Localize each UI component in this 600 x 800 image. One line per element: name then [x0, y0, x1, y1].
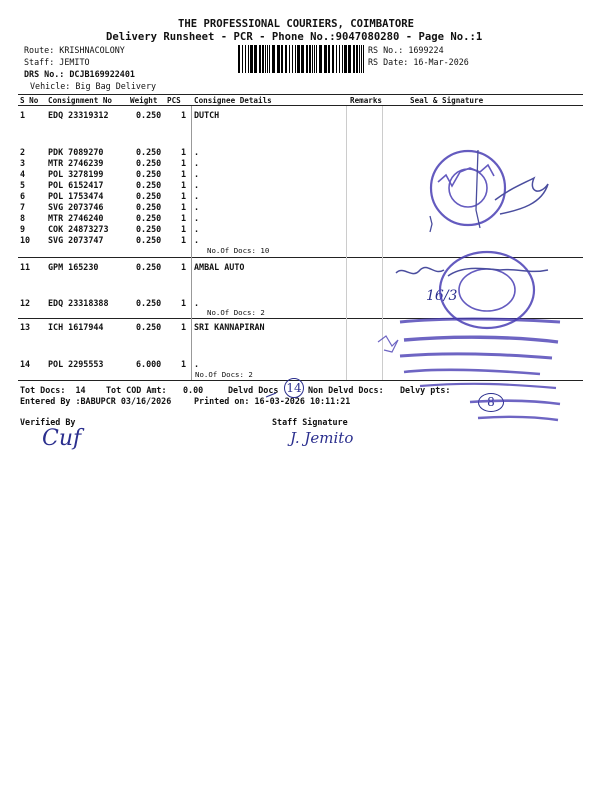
col-consignment: Consignment No [48, 96, 113, 105]
row-consignment: POL 6152417 [48, 180, 104, 190]
row-sno: 12 [20, 298, 31, 308]
row-pcs: 1 [181, 298, 187, 308]
row-consignment: POL 2295553 [48, 359, 104, 369]
row-pcs: 1 [181, 262, 187, 272]
row-sno: 7 [20, 202, 26, 212]
row-consignee: . [194, 359, 200, 369]
row-weight: 0.250 [136, 202, 162, 212]
ambal-auto-stamp [396, 252, 548, 328]
row-sno: 2 [20, 147, 26, 157]
row-sno: 8 [20, 213, 26, 223]
drs-number: DRS No.: DCJB169922401 [24, 69, 135, 79]
row-consignment: POL 3278199 [48, 169, 104, 179]
row-pcs: 1 [181, 169, 187, 179]
rs-date: RS Date: 16-Mar-2026 [368, 57, 469, 67]
row-sno: 1 [20, 110, 26, 120]
col-remarks: Remarks [350, 96, 383, 105]
tot-docs: Tot Docs: 14 [20, 385, 86, 395]
row-weight: 0.250 [136, 110, 162, 120]
row-consignment: SVG 2073747 [48, 235, 104, 245]
row-pcs: 1 [181, 147, 187, 157]
row-sno: 10 [20, 235, 31, 245]
row-pcs: 1 [181, 235, 187, 245]
row-weight: 6.000 [136, 359, 162, 369]
col-weight: Weight [130, 96, 158, 105]
col-seal: Seal & Signature [410, 96, 484, 105]
row-consignee: . [194, 191, 200, 201]
row-weight: 0.250 [136, 213, 162, 223]
group-docs-2: No.Of Docs: 2 [207, 308, 265, 317]
row-consignment: EDQ 23318388 [48, 298, 109, 308]
staff-signature-label: Staff Signature [272, 417, 348, 427]
row-pcs: 1 [181, 213, 187, 223]
row-sno: 11 [20, 262, 31, 272]
row-weight: 0.250 [136, 298, 162, 308]
row-consignment: SVG 2073746 [48, 202, 104, 212]
row-consignee: DUTCH [194, 110, 220, 120]
row-pcs: 1 [181, 180, 187, 190]
row-consignee: . [194, 202, 200, 212]
row-sno: 9 [20, 224, 26, 234]
row-consignee: . [194, 224, 200, 234]
row-weight: 0.250 [136, 262, 162, 272]
delvd-count-circle: 14 [284, 378, 304, 398]
company-name: THE PROFESSIONAL COURIERS, COIMBATORE [178, 18, 414, 30]
vehicle: Vehicle: Big Bag Delivery [30, 81, 157, 91]
row-consignment: MTR 2746240 [48, 213, 104, 223]
row-consignment: MTR 2746239 [48, 158, 104, 168]
delvy-pts-label: Delvy pts: [400, 385, 451, 395]
row-sno: 6 [20, 191, 26, 201]
row-consignee: . [194, 235, 200, 245]
row-weight: 0.250 [136, 235, 162, 245]
row-consignment: ICH 1617944 [48, 322, 104, 332]
col-pcs: PCS [167, 96, 181, 105]
row-consignee: . [194, 213, 200, 223]
row-weight: 0.250 [136, 180, 162, 190]
row-pcs: 1 [181, 158, 187, 168]
rs-number: RS No.: 1699224 [368, 45, 444, 55]
staff: Staff: JEMITO [24, 57, 90, 67]
verifier-signature: Cuf [42, 426, 82, 451]
row-sno: 5 [20, 180, 26, 190]
entered-by: Entered By :BABUPCR 03/16/2026 [20, 396, 172, 406]
row-pcs: 1 [181, 110, 187, 120]
row-consignee: SRI KANNAPIRAN [194, 322, 265, 332]
row-pcs: 1 [181, 322, 187, 332]
row-sno: 14 [20, 359, 31, 369]
row-sno: 3 [20, 158, 26, 168]
row-consignment: COK 24873273 [48, 224, 109, 234]
row-consignment: PDK 7089270 [48, 147, 104, 157]
row-weight: 0.250 [136, 322, 162, 332]
col-sno: S No [20, 96, 39, 105]
group-docs-1: No.Of Docs: 10 [207, 246, 270, 255]
group-docs-3: No.Of Docs: 2 [195, 370, 253, 379]
row-weight: 0.250 [136, 147, 162, 157]
row-consignment: GPM 165230 [48, 262, 99, 272]
row-weight: 0.250 [136, 169, 162, 179]
row-consignment: POL 1753474 [48, 191, 104, 201]
sri-kannapiran-stamp [378, 319, 560, 420]
tot-cod-label: Tot COD Amt: [106, 385, 167, 395]
row-consignee: . [194, 180, 200, 190]
dutch-plantin-stamp [430, 150, 548, 232]
row-consignee: . [194, 169, 200, 179]
row11-handwritten-date: 16/3 [426, 288, 458, 304]
row-weight: 0.250 [136, 224, 162, 234]
staff-signature: J. Jemito [290, 429, 354, 447]
row-consignment: EDQ 23319312 [48, 110, 109, 120]
row-consignee: . [194, 298, 200, 308]
tot-cod-value: 0.00 [183, 385, 204, 395]
row-sno: 13 [20, 322, 31, 332]
row-weight: 0.250 [136, 191, 162, 201]
runsheet-title: Delivery Runsheet - PCR - Phone No.:9047080280 - Page No.:1 [106, 31, 483, 43]
printed-on: Printed on: 16-03-2026 10:11:21 [194, 396, 351, 406]
row-pcs: 1 [181, 359, 187, 369]
delvd-docs-label: Delvd Docs [228, 385, 279, 395]
row-consignee: AMBAL AUTO [194, 262, 245, 272]
row-pcs: 1 [181, 202, 187, 212]
route: Route: KRISHNACOLONY [24, 45, 125, 55]
verified-by-label: Verified By [20, 417, 76, 427]
delvy-count-circle: 8 [478, 393, 504, 412]
row-pcs: 1 [181, 224, 187, 234]
row-pcs: 1 [181, 191, 187, 201]
row-sno: 4 [20, 169, 26, 179]
col-consignee: Consignee Details [194, 96, 272, 105]
non-delvd-label: Non Delvd Docs: [308, 385, 384, 395]
row-weight: 0.250 [136, 158, 162, 168]
row-consignee: . [194, 158, 200, 168]
row-consignee: . [194, 147, 200, 157]
